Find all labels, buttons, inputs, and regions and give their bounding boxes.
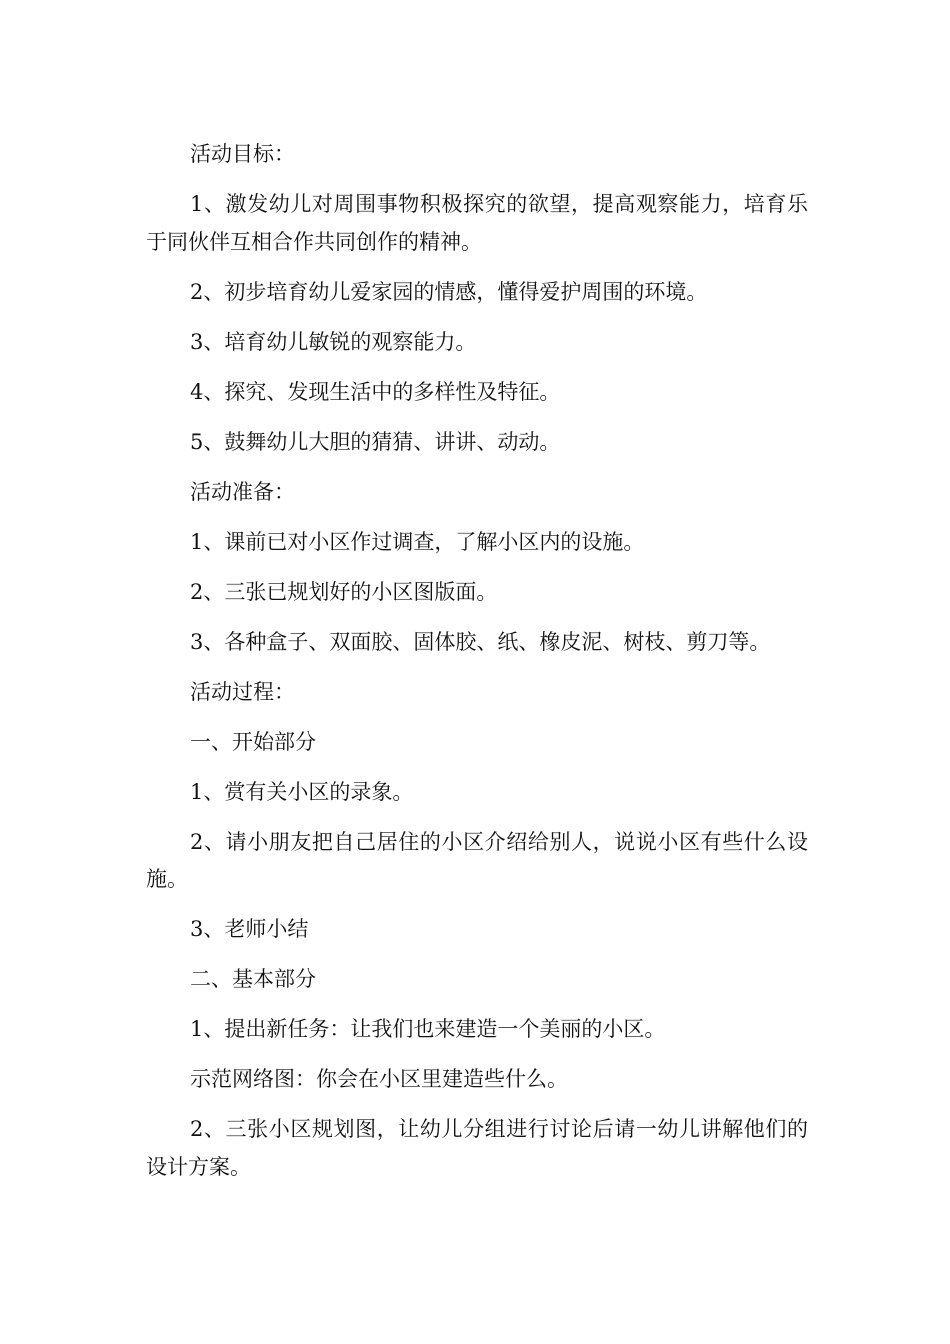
heading-activity-preparation: 活动准备： <box>190 479 295 504</box>
goal-item-2: 2、初步培育幼儿爱家园的情感，懂得爱护周围的环境。 <box>190 279 708 304</box>
preparation-item-3: 3、各种盒子、双面胶、固体胶、纸、橡皮泥、树枝、剪刀等。 <box>190 629 771 654</box>
document-body <box>146 136 808 1199</box>
process-start-item-2: 2、请小朋友把自己居住的小区介绍给别人，说说小区有些什么设施。 <box>146 829 808 891</box>
process-basic-example: 示范网络图：你会在小区里建造些什么。 <box>190 1067 568 1091</box>
preparation-item-2: 2、三张已规划好的小区图版面。 <box>190 579 498 604</box>
section-heading-basic: 二、基本部分 <box>190 967 316 991</box>
goal-item-3: 3、培育幼儿敏锐的观察能力。 <box>190 329 477 354</box>
process-start-item-1: 1、赏有关小区的录象。 <box>190 779 414 804</box>
heading-activity-process: 活动过程： <box>190 679 295 704</box>
process-basic-item-1: 1、提出新任务：让我们也来建造一个美丽的小区。 <box>190 1017 666 1041</box>
section-heading-start: 一、开始部分 <box>190 729 316 754</box>
process-start-item-3: 3、老师小结 <box>190 917 309 941</box>
goal-item-5: 5、鼓舞幼儿大胆的猜猜、讲讲、动动。 <box>190 429 561 454</box>
goal-item-4: 4、探究、发现生活中的多样性及特征。 <box>190 379 561 404</box>
process-basic-item-2: 2、三张小区规划图，让幼儿分组进行讨论后请一幼儿讲解他们的设计方案。 <box>146 1117 808 1179</box>
goal-item-1: 1、激发幼儿对周围事物积极探究的欲望，提高观察能力，培育乐于同伙伴互相合作共同创作的精神。 <box>146 192 808 254</box>
heading-activity-goals: 活动目标： <box>190 142 295 166</box>
preparation-item-1: 1、课前已对小区作过调查，了解小区内的设施。 <box>190 529 645 554</box>
